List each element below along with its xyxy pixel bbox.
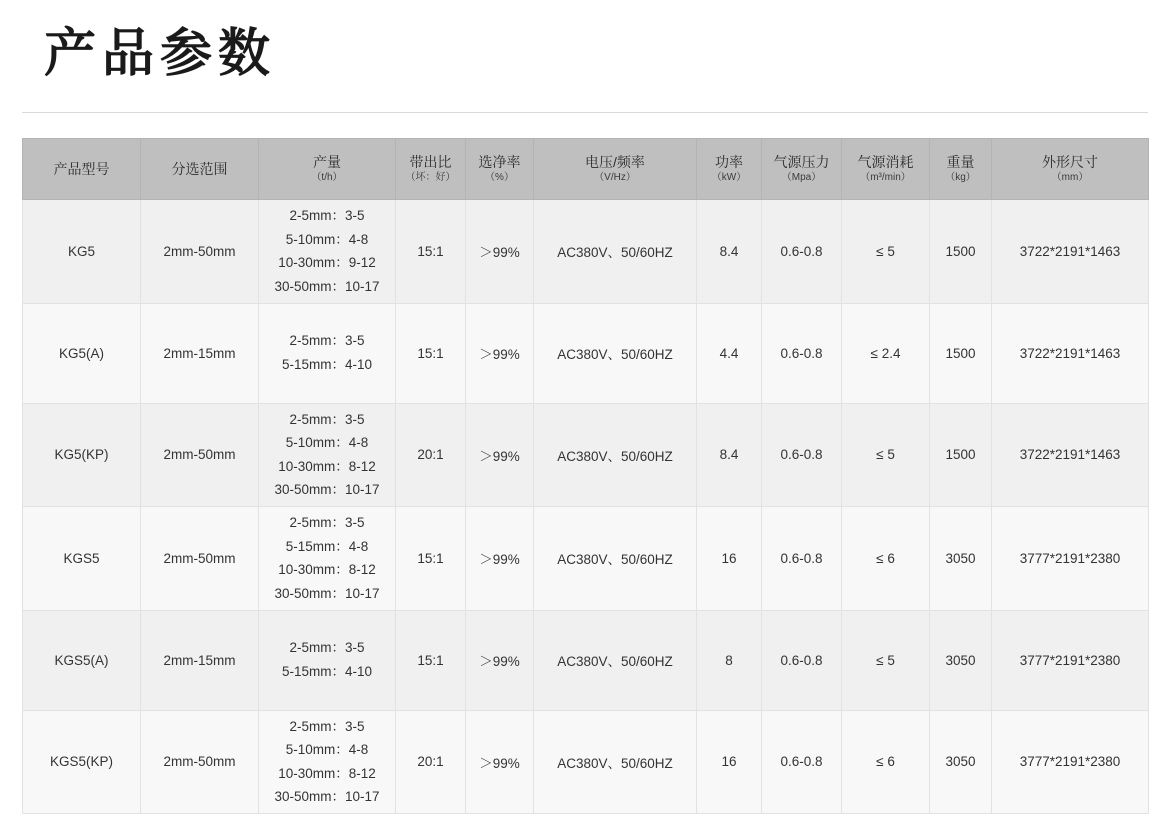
cell-voltage-frequency: AC380V、50/60HZ [534, 303, 697, 403]
cell-output [259, 610, 396, 710]
cell-carry-ratio: 20:1 [396, 403, 466, 507]
column-header-label: 分选范围 [171, 160, 228, 177]
column-header-label: 重量 [946, 153, 975, 170]
output-line: 30-50mm：10-17 [274, 789, 380, 805]
output-line: 10-30mm：8-12 [278, 458, 376, 474]
cell-air-consumption: ≤ 5 [842, 610, 930, 710]
column-header [141, 139, 259, 200]
column-header-unit: （Mpa） [781, 172, 822, 184]
cell-voltage-frequency: AC380V、50/60HZ [534, 507, 697, 611]
cell-carry-ratio: 15:1 [396, 303, 466, 403]
cell-air-pressure: 0.6-0.8 [762, 303, 842, 403]
cell-dimensions: 3722*2191*1463 [992, 303, 1149, 403]
cell-sorting-range: 2mm-50mm [141, 200, 259, 304]
cell-power: 16 [697, 710, 762, 814]
table-row [23, 200, 1149, 304]
cell-purity-rate: ＞99% [466, 303, 534, 403]
column-header-label: 外形尺寸 [1042, 153, 1098, 170]
cell-dimensions: 3722*2191*1463 [992, 403, 1149, 507]
column-header [396, 139, 466, 200]
cell-air-consumption: ≤ 5 [842, 200, 930, 304]
table-header [23, 139, 1149, 200]
column-header-unit: （V/Hz） [594, 172, 636, 184]
output-line: 5-10mm：4-8 [285, 742, 369, 758]
cell-model: KGS5(KP) [23, 710, 141, 814]
cell-sorting-range: 2mm-50mm [141, 507, 259, 611]
cell-power: 4.4 [697, 303, 762, 403]
output-line: 5-15mm：4-10 [281, 664, 373, 679]
cell-sorting-range: 2mm-50mm [141, 403, 259, 507]
column-header-label: 电压/频率 [585, 153, 645, 170]
cell-air-pressure: 0.6-0.8 [762, 507, 842, 611]
cell-power: 8.4 [697, 403, 762, 507]
column-header-unit: （%） [485, 172, 514, 184]
cell-carry-ratio: 15:1 [396, 610, 466, 710]
column-header-unit: （坏：好） [405, 172, 456, 184]
output-line: 10-30mm：9-12 [278, 255, 376, 271]
spec-table-container [22, 138, 1148, 814]
column-header-label: 气源压力 [773, 153, 830, 170]
column-header [534, 139, 697, 200]
cell-weight: 1500 [930, 200, 992, 304]
cell-air-pressure: 0.6-0.8 [762, 200, 842, 304]
cell-weight: 1500 [930, 303, 992, 403]
output-line: 2-5mm：3-5 [289, 718, 365, 734]
cell-output [259, 507, 396, 611]
output-line: 30-50mm：10-17 [274, 278, 380, 294]
product-spec-table [22, 138, 1149, 814]
cell-weight: 1500 [930, 403, 992, 507]
output-line: 2-5mm：3-5 [289, 333, 365, 349]
column-header-unit: （mm） [1051, 172, 1089, 184]
cell-model: KG5(A) [23, 303, 141, 403]
cell-air-pressure: 0.6-0.8 [762, 710, 842, 814]
cell-sorting-range: 2mm-15mm [141, 610, 259, 710]
page-title: 产品参数 [44, 24, 277, 84]
cell-air-consumption: ≤ 5 [842, 403, 930, 507]
output-line: 30-50mm：10-17 [274, 585, 380, 601]
cell-model: KGS5(A) [23, 610, 141, 710]
cell-model: KG5 [23, 200, 141, 304]
cell-power: 8 [697, 610, 762, 710]
cell-sorting-range: 2mm-15mm [141, 303, 259, 403]
cell-output [259, 403, 396, 507]
cell-air-consumption: ≤ 6 [842, 507, 930, 611]
column-header [23, 139, 141, 200]
output-line: 2-5mm：3-5 [289, 515, 365, 530]
cell-power: 8.4 [697, 200, 762, 304]
cell-voltage-frequency: AC380V、50/60HZ [534, 710, 697, 814]
column-header [697, 139, 762, 200]
cell-output [259, 200, 396, 304]
cell-sorting-range: 2mm-50mm [141, 710, 259, 814]
column-header-label: 产品型号 [53, 160, 110, 177]
cell-purity-rate: ＞99% [466, 710, 534, 814]
cell-purity-rate: ＞99% [466, 403, 534, 507]
output-line: 30-50mm：10-17 [274, 482, 380, 498]
cell-weight: 3050 [930, 710, 992, 814]
column-header [992, 139, 1149, 200]
cell-air-consumption: ≤ 2.4 [842, 303, 930, 403]
column-header-unit: （kg） [945, 172, 976, 184]
cell-dimensions: 3777*2191*2380 [992, 610, 1149, 710]
output-line: 2-5mm：3-5 [289, 208, 365, 223]
cell-carry-ratio: 20:1 [396, 710, 466, 814]
column-header-label: 带出比 [409, 153, 452, 170]
column-header [259, 139, 396, 200]
cell-voltage-frequency: AC380V、50/60HZ [534, 610, 697, 710]
cell-dimensions: 3777*2191*2380 [992, 710, 1149, 814]
cell-carry-ratio: 15:1 [396, 507, 466, 611]
column-header [930, 139, 992, 200]
cell-purity-rate: ＞99% [466, 507, 534, 611]
output-line: 5-10mm：4-8 [285, 435, 369, 451]
cell-dimensions: 3722*2191*1463 [992, 200, 1149, 304]
column-header-label: 产量 [313, 153, 341, 170]
cell-voltage-frequency: AC380V、50/60HZ [534, 403, 697, 507]
cell-dimensions: 3777*2191*2380 [992, 507, 1149, 611]
cell-output [259, 303, 396, 403]
output-line: 2-5mm：3-5 [289, 640, 365, 656]
output-line: 5-10mm：4-8 [285, 231, 369, 247]
cell-power: 16 [697, 507, 762, 611]
output-line: 5-15mm：4-10 [281, 357, 373, 372]
column-header-label: 选净率 [478, 153, 521, 170]
table-row [23, 403, 1149, 507]
column-header [762, 139, 842, 200]
table-row [23, 507, 1149, 611]
column-header [466, 139, 534, 200]
cell-output [259, 710, 396, 814]
table-row [23, 610, 1149, 710]
table-row [23, 303, 1149, 403]
column-header-unit: （kW） [711, 172, 747, 184]
cell-purity-rate: ＞99% [466, 610, 534, 710]
output-line: 10-30mm：8-12 [278, 562, 376, 578]
table-body [23, 200, 1149, 814]
cell-weight: 3050 [930, 507, 992, 611]
column-header [842, 139, 930, 200]
cell-carry-ratio: 15:1 [396, 200, 466, 304]
output-line: 2-5mm：3-5 [289, 411, 365, 427]
cell-model: KG5(KP) [23, 403, 141, 507]
output-line: 5-15mm：4-8 [285, 538, 369, 554]
column-header-label: 功率 [715, 153, 743, 170]
cell-model: KGS5 [23, 507, 141, 611]
cell-weight: 3050 [930, 610, 992, 710]
table-row [23, 710, 1149, 814]
cell-air-pressure: 0.6-0.8 [762, 610, 842, 710]
cell-air-pressure: 0.6-0.8 [762, 403, 842, 507]
title-divider [22, 112, 1148, 113]
cell-air-consumption: ≤ 6 [842, 710, 930, 814]
column-header-unit: （m³/min） [860, 172, 911, 184]
column-header-label: 气源消耗 [857, 153, 914, 170]
cell-voltage-frequency: AC380V、50/60HZ [534, 200, 697, 304]
output-line: 10-30mm：8-12 [278, 765, 376, 781]
header-row [23, 139, 1149, 200]
column-header-unit: （t/h） [311, 172, 343, 184]
cell-purity-rate: ＞99% [466, 200, 534, 304]
